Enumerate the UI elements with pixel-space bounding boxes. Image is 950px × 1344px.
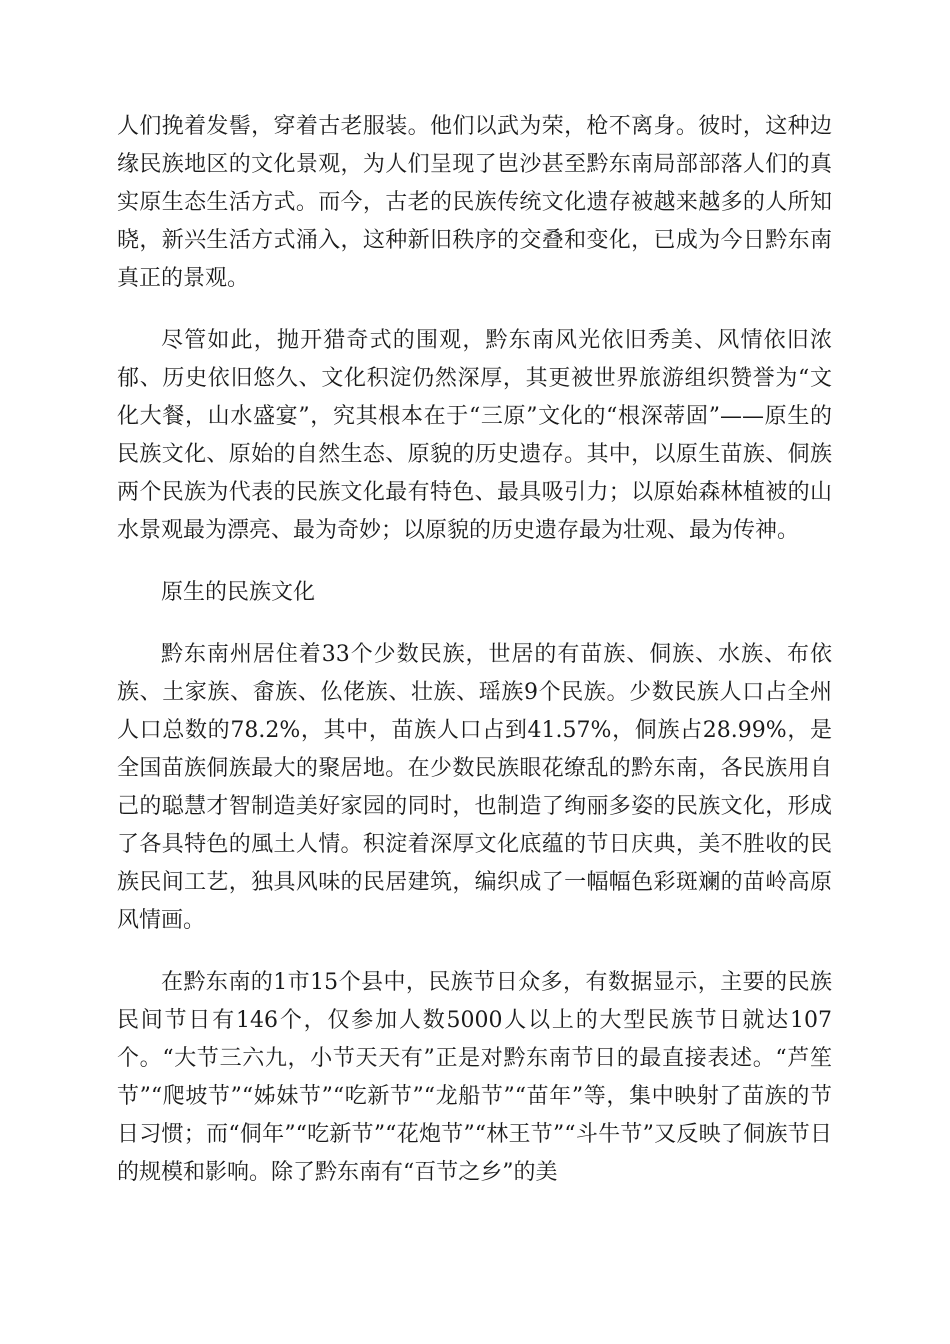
paragraph-festivals: 在黔东南的1市15个县中，民族节日众多，有数据显示，主要的民族民间节日有146个，仅参加人数5000人以上的大型民族节日就达107个。“大节三六九，小节天天有”正是对黔东南节日的最直接表述。“芦笙节”“爬坡节”“姊妹节”“吃新节”“龙船节”“苗年”等，集中映射了苗族的节日习惯；而“侗年”“吃新节”“花炮节”“林王节”“斗牛节”又反映了侗族节日的规模和影响。除了黔东南有“百节之乡”的美 — [117, 970, 832, 1185]
document-body — [117, 108, 832, 1216]
section-heading: 原生的民族文化 — [161, 580, 316, 605]
paragraph-overview: 尽管如此，抛开猎奇式的围观，黔东南风光依旧秀美、风情依旧浓郁、历史依旧悠久、文化积淀仍然深厚，其更被世界旅游组织赞誉为“文化大餐，山水盛宴”，究其根本在于“三原”文化的“根深蒂固”——原生的民族文化、原始的自然生态、原貌的历史遗存。其中，以原生苗族、侗族两个民族为代表的民族文化最有特色、最具吸引力；以原始森林植被的山水景观最为漂亮、最为奇妙；以原貌的历史遗存最为壮观、最为传神。 — [117, 328, 832, 543]
paragraph-continuation: 人们挽着发髻，穿着古老服装。他们以武为荣，枪不离身。彼时，这种边缘民族地区的文化景观，为人们呈现了岜沙甚至黔东南局部部落人们的真实原生态生活方式。而今，古老的民族传统文化遗存被越来越多的人所知晓，新兴生活方式涌入，这种新旧秩序的交叠和变化，已成为今日黔东南真正的景观。 — [117, 114, 832, 291]
paragraph-ethnic-groups: 黔东南州居住着33个少数民族，世居的有苗族、侗族、水族、布依族、土家族、畲族、仫佬族、壮族、瑶族9个民族。少数民族人口占全州人口总数的78.2%，其中，苗族人口占到41.57%，侗族占28.99%，是全国苗族侗族最大的聚居地。在少数民族眼花缭乱的黔东南，各民族用自己的聪慧才智制造美好家园的同时，也制造了绚丽多姿的民族文化，形成了各具特色的風土人情。积淀着深厚文化底蕴的节日庆典，美不胜收的民族民间工艺，独具风味的民居建筑，编织成了一幅幅色彩斑斓的苗岭高原风情画。 — [117, 642, 832, 933]
